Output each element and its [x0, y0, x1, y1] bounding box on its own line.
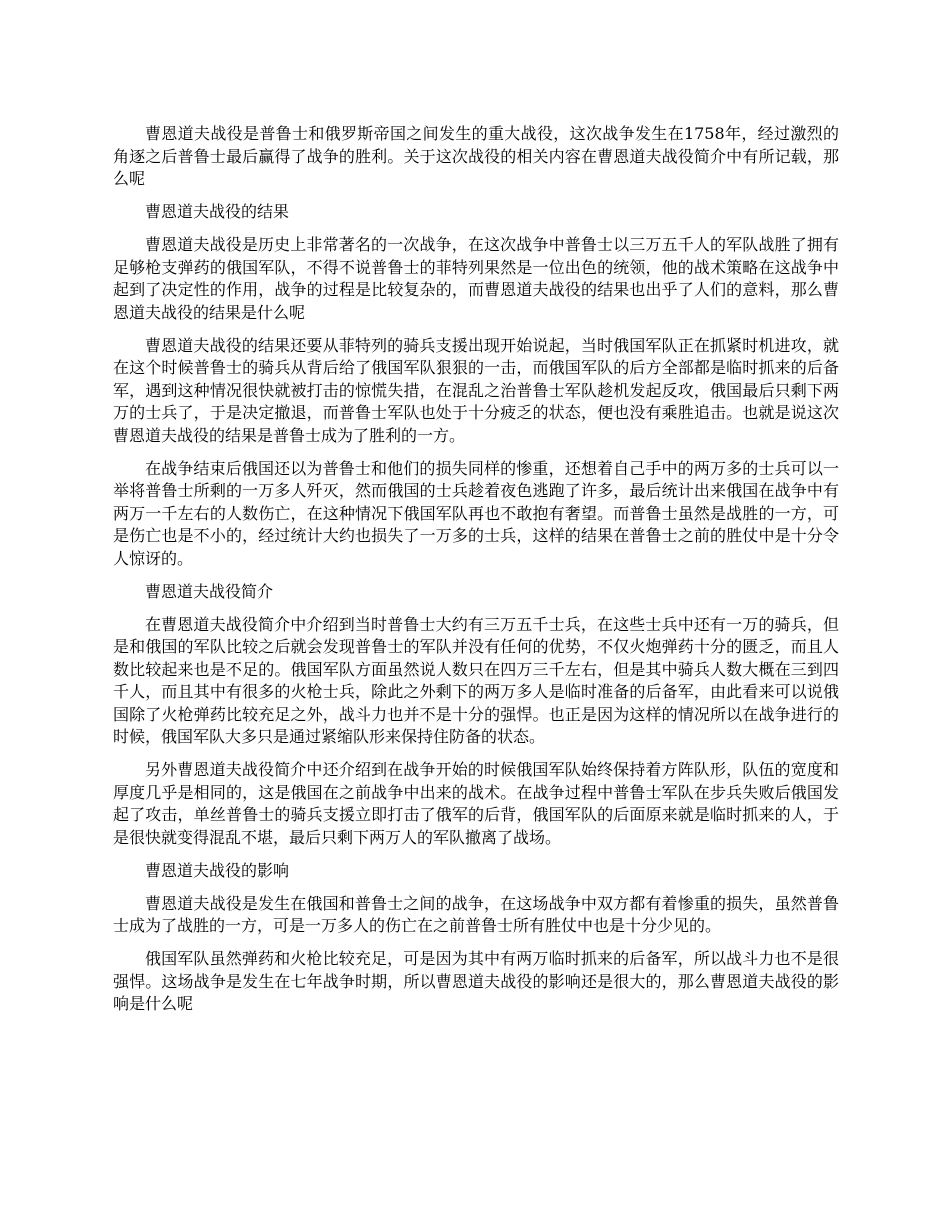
section-heading-result: 曹恩道夫战役的结果	[145, 202, 290, 221]
impact-paragraph-1: 曹恩道夫战役是发生在俄国和普鲁士之间的战争，在这场战争中双方都有着惨重的损失，虽然普鲁士成为了战胜的一方，可是一万多人的伤亡在之前普鲁士所有胜仗中也是十分少见的。	[113, 893, 839, 935]
section-heading-intro: 曹恩道夫战役简介	[145, 581, 274, 601]
result-paragraph-2: 曹恩道夫战役的结果还要从菲特列的骑兵支援出现开始说起，当时俄国军队正在抓紧时机进攻，就在这个时候普鲁士的骑兵从背后给了俄国军队狠狠的一击，而俄国军队的后方全部都是临时抓来的后备军，遇到这种情况很快就被打击的惊慌失措，在混乱之治普鲁士军队趁机发起反攻，俄国最后只剩下两万的士兵了，于是决定撤退，而普鲁士军队也处于十分疲乏的状态，便也没有乘胜追击。也就是说这次曹恩道夫战役的结果是普鲁士成为了胜利的一方。	[113, 335, 839, 445]
impact-paragraph-2: 俄国军队虽然弹药和火枪比较充足，可是因为其中有两万临时抓来的后备军，所以战斗力也不是很强悍。这场战争是发生在七年战争时期，所以曹恩道夫战役的影响还是很大的，那么曹恩道夫战役的影响是什么呢	[113, 949, 839, 1013]
intro-paragraph: 曹恩道夫战役是普鲁士和俄罗斯帝国之间发生的重大战役，这次战争发生在1758年，经过激烈的角逐之后普鲁士最后赢得了战争的胜利。关于这次战役的相关内容在曹恩道夫战役简介中有所记载，那么呢	[113, 124, 839, 188]
result-paragraph-3: 在战争结束后俄国还以为普鲁士和他们的损失同样的惨重，还想着自己手中的两万多的士兵可以一举将普鲁士所剩的一万多人歼灭，然而俄国的士兵趁着夜色逃跑了许多，最后统计出来俄国在战争中有两万一千左右的人数伤亡，在这种情况下俄国军队再也不敢抱有奢望。而普鲁士虽然是战胜的一方，可是伤亡也是不小的，经过统计大约也损失了一万多的士兵，这样的结果在普鲁士之前的胜仗中是十分令人惊讶的。	[113, 458, 839, 568]
section-heading-impact: 曹恩道夫战役的影响	[145, 860, 290, 880]
intro-section-paragraph-1: 在曹恩道夫战役简介中介绍到当时普鲁士大约有三万五千士兵，在这些士兵中还有一万的骑兵，但是和俄国的军队比较之后就会发现普鲁士的军队并没有任何的优势，不仅火炮弹药十分的匮乏，而且人数比较起来也是不足的。俄国军队方面虽然说人数只在四万三千左右，但是其中骑兵人数大概在三到四千人，而且其中有很多的火枪士兵，除此之外剩下的两万多人是临时准备的后备军，由此看来可以说俄国除了火枪弹药比较充足之外，战斗力也并不是十分的强悍。也正是因为这样的情况所以在战争进行的时候，俄国军队大多只是通过紧缩队形来保持住防备的状态。	[113, 614, 839, 746]
result-paragraph-1: 曹恩道夫战役是历史上非常著名的一次战争，在这次战争中普鲁士以三万五千人的军队战胜了拥有足够枪支弹药的俄国军队，不得不说普鲁士的菲特列果然是一位出色的统领，他的战术策略在这战争中起到了决定性的作用，战争的过程是比较复杂的，而曹恩道夫战役的结果也出乎了人们的意料，那么曹恩道夫战役的结果是什么呢	[113, 235, 839, 322]
document-body	[113, 123, 839, 1026]
intro-section-paragraph-2: 另外曹恩道夫战役简介中还介绍到在战争开始的时候俄国军队始终保持着方阵队形，队伍的宽度和厚度几乎是相同的，这是俄国在之前战争中出来的战术。在战争过程中普鲁士军队在步兵失败后俄国发起了攻击，单丝普鲁士的骑兵支援立即打击了俄军的后背，俄国军队的后面原来就是临时抓来的人，于是很快就变得混乱不堪，最后只剩下两万人的军队撤离了战场。	[113, 760, 839, 847]
